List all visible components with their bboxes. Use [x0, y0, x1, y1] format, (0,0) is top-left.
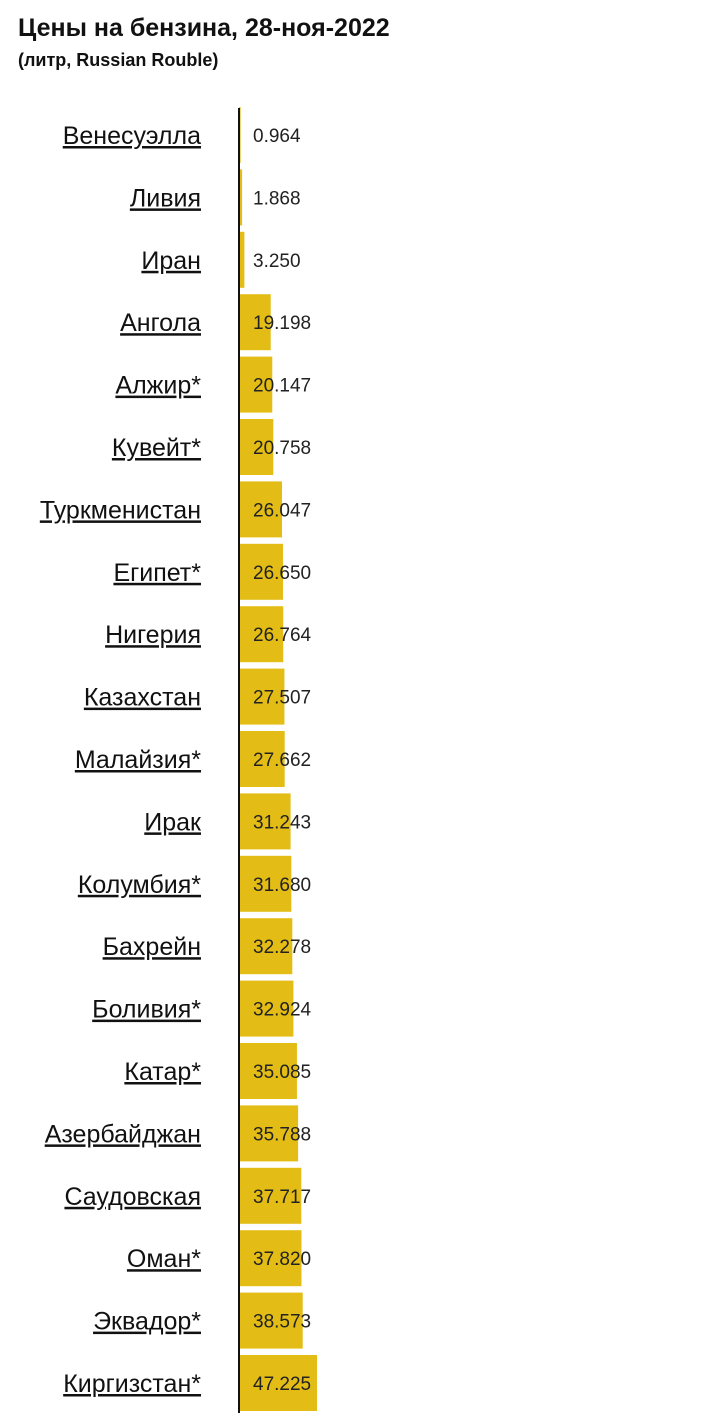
- value-label: 31.243: [253, 812, 312, 834]
- category-label[interactable]: Азербайджан: [44, 1120, 201, 1149]
- category-label[interactable]: Египет*: [113, 558, 201, 587]
- category-label[interactable]: Бахрейн: [102, 933, 201, 962]
- category-label[interactable]: Колумбия*: [77, 870, 201, 899]
- value-label: 0.964: [253, 126, 301, 147]
- value-label: 26.764: [253, 625, 312, 647]
- category-label[interactable]: Нигерия: [105, 621, 201, 650]
- category-label[interactable]: Киргизстан*: [63, 1370, 201, 1398]
- category-label[interactable]: Ирак: [144, 808, 201, 837]
- category-label[interactable]: Казахстан: [83, 683, 201, 712]
- value-label: 35.085: [253, 1062, 312, 1083]
- category-label[interactable]: Кувейт*: [111, 434, 201, 462]
- value-label: 47.225: [253, 1374, 312, 1395]
- value-label: 20.147: [253, 375, 312, 397]
- value-label: 32.924: [253, 999, 312, 1021]
- value-label: 3.250: [253, 250, 301, 272]
- value-label: 35.788: [253, 1124, 312, 1146]
- category-label[interactable]: Малайзия*: [74, 746, 201, 774]
- category-label[interactable]: Иран: [141, 246, 201, 275]
- value-label: 37.820: [253, 1249, 312, 1271]
- chart-subtitle: (литр, Russian Rouble): [18, 50, 219, 70]
- value-label: 1.868: [253, 188, 301, 210]
- value-label: 37.717: [253, 1186, 312, 1208]
- category-label[interactable]: Туркменистан: [39, 496, 201, 525]
- category-label[interactable]: Катар*: [124, 1058, 201, 1086]
- category-label[interactable]: Алжир*: [115, 371, 201, 400]
- value-label: 20.758: [253, 438, 312, 459]
- value-label: 26.650: [253, 562, 312, 584]
- chart-title: Цены на бензина, 28-ноя-2022: [18, 14, 390, 42]
- category-label[interactable]: Ливия: [129, 184, 201, 213]
- category-label[interactable]: Оман*: [126, 1245, 201, 1274]
- value-label: 32.278: [253, 937, 312, 959]
- value-label: 27.507: [253, 687, 312, 709]
- value-label: 27.662: [253, 750, 312, 771]
- category-label[interactable]: Боливия*: [92, 995, 201, 1024]
- category-label[interactable]: Венесуэлла: [62, 122, 201, 150]
- value-label: 31.680: [253, 874, 312, 896]
- value-label: 26.047: [253, 500, 312, 522]
- category-label[interactable]: Эквадор*: [93, 1307, 201, 1336]
- value-label: 38.573: [253, 1311, 312, 1333]
- value-label: 19.198: [253, 313, 312, 335]
- category-label[interactable]: Ангола: [120, 309, 201, 338]
- category-label[interactable]: Саудовская: [64, 1182, 201, 1211]
